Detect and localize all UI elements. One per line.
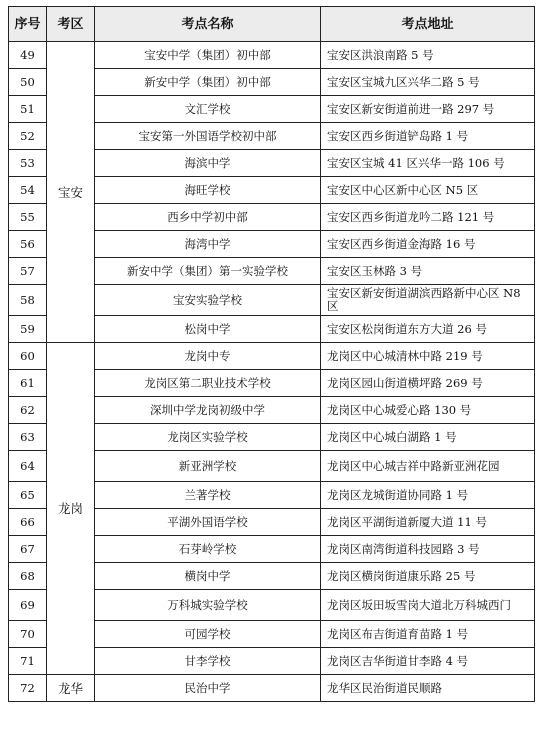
row-number: 59	[9, 316, 47, 343]
site-address: 龙岗区南湾街道科技园路 3 号	[321, 536, 535, 563]
row-number: 63	[9, 424, 47, 451]
table-row	[9, 343, 535, 370]
site-address: 龙岗区中心城吉祥中路新亚洲花园	[321, 451, 535, 482]
district-cell: 宝安	[47, 42, 95, 343]
header-name: 考点名称	[95, 7, 321, 42]
site-address: 宝安区中心区新中心区 N5 区	[321, 177, 535, 204]
site-name: 宝安实验学校	[95, 285, 321, 316]
table-row	[9, 675, 535, 702]
site-name: 龙岗中专	[95, 343, 321, 370]
table-row	[9, 42, 535, 69]
site-address: 宝安区新安街道湖滨西路新中心区 N8 区	[321, 285, 535, 316]
table-header	[9, 7, 535, 42]
row-number: 56	[9, 231, 47, 258]
row-number: 72	[9, 675, 47, 702]
row-number: 64	[9, 451, 47, 482]
site-name: 松岗中学	[95, 316, 321, 343]
row-number: 52	[9, 123, 47, 150]
row-number: 65	[9, 482, 47, 509]
header-district: 考区	[47, 7, 95, 42]
site-name: 海湾中学	[95, 231, 321, 258]
site-address: 龙岗区中心城白湖路 1 号	[321, 424, 535, 451]
site-name: 平湖外国语学校	[95, 509, 321, 536]
site-address: 龙岗区平湖街道新厦大道 11 号	[321, 509, 535, 536]
row-number: 51	[9, 96, 47, 123]
site-name: 兰著学校	[95, 482, 321, 509]
row-number: 71	[9, 648, 47, 675]
site-name: 海滨中学	[95, 150, 321, 177]
row-number: 50	[9, 69, 47, 96]
site-name: 甘李学校	[95, 648, 321, 675]
exam-sites-table	[8, 6, 535, 702]
site-address: 宝安区西乡街道龙吟二路 121 号	[321, 204, 535, 231]
site-name: 横岗中学	[95, 563, 321, 590]
site-address: 龙岗区中心城爱心路 130 号	[321, 397, 535, 424]
site-address: 宝安区宝城 41 区兴华一路 106 号	[321, 150, 535, 177]
row-number: 70	[9, 621, 47, 648]
site-address: 龙岗区横岗街道康乐路 25 号	[321, 563, 535, 590]
site-address: 龙岗区吉华街道甘李路 4 号	[321, 648, 535, 675]
site-address: 龙岗区龙城街道协同路 1 号	[321, 482, 535, 509]
site-address: 龙岗区园山街道横坪路 269 号	[321, 370, 535, 397]
site-name: 宝安第一外国语学校初中部	[95, 123, 321, 150]
site-name: 深圳中学龙岗初级中学	[95, 397, 321, 424]
site-name: 新安中学（集团）初中部	[95, 69, 321, 96]
header-address: 考点地址	[321, 7, 535, 42]
row-number: 68	[9, 563, 47, 590]
row-number: 49	[9, 42, 47, 69]
site-name: 海旺学校	[95, 177, 321, 204]
row-number: 61	[9, 370, 47, 397]
row-number: 67	[9, 536, 47, 563]
site-address: 宝安区西乡街道金海路 16 号	[321, 231, 535, 258]
header-no: 序号	[9, 7, 47, 42]
row-number: 55	[9, 204, 47, 231]
table-body	[9, 42, 535, 702]
row-number: 69	[9, 590, 47, 621]
site-address: 宝安区玉林路 3 号	[321, 258, 535, 285]
row-number: 53	[9, 150, 47, 177]
row-number: 62	[9, 397, 47, 424]
site-address: 宝安区新安街道前进一路 297 号	[321, 96, 535, 123]
row-number: 57	[9, 258, 47, 285]
site-name: 石芽岭学校	[95, 536, 321, 563]
site-address: 宝安区宝城九区兴华二路 5 号	[321, 69, 535, 96]
site-address: 宝安区洪浪南路 5 号	[321, 42, 535, 69]
row-number: 58	[9, 285, 47, 316]
site-address: 龙岗区坂田坂雪岗大道北万科城西门	[321, 590, 535, 621]
site-name: 新亚洲学校	[95, 451, 321, 482]
site-address: 宝安区松岗街道东方大道 26 号	[321, 316, 535, 343]
site-address: 宝安区西乡街道铲岛路 1 号	[321, 123, 535, 150]
row-number: 66	[9, 509, 47, 536]
site-address: 龙华区民治街道民顺路	[321, 675, 535, 702]
site-address: 龙岗区布吉街道育苗路 1 号	[321, 621, 535, 648]
site-name: 民治中学	[95, 675, 321, 702]
site-name: 龙岗区实验学校	[95, 424, 321, 451]
site-name: 可园学校	[95, 621, 321, 648]
site-name: 龙岗区第二职业技术学校	[95, 370, 321, 397]
district-cell: 龙岗	[47, 343, 95, 675]
row-number: 54	[9, 177, 47, 204]
district-cell: 龙华	[47, 675, 95, 702]
site-address: 龙岗区中心城清林中路 219 号	[321, 343, 535, 370]
site-name: 西乡中学初中部	[95, 204, 321, 231]
site-name: 宝安中学（集团）初中部	[95, 42, 321, 69]
site-name: 文汇学校	[95, 96, 321, 123]
site-name: 万科城实验学校	[95, 590, 321, 621]
row-number: 60	[9, 343, 47, 370]
site-name: 新安中学（集团）第一实验学校	[95, 258, 321, 285]
